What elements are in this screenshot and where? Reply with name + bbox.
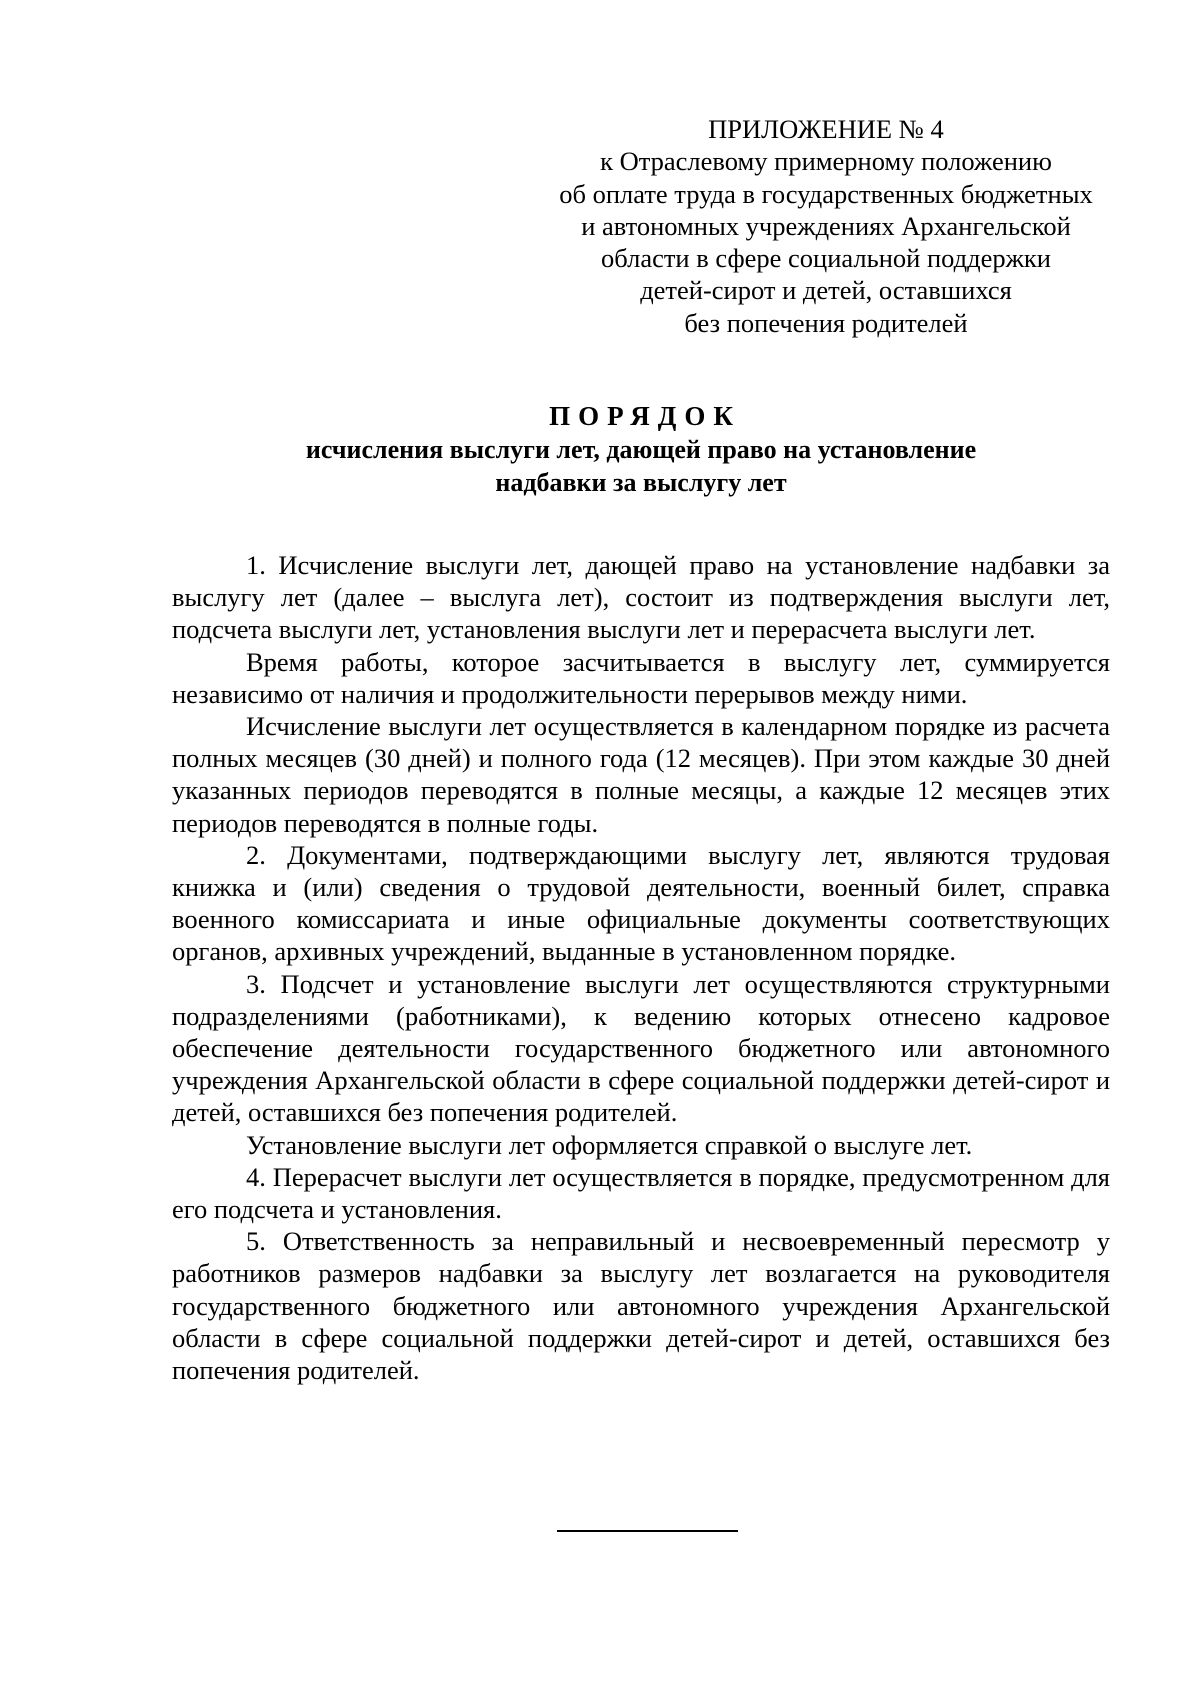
paragraph: 1. Исчисление выслуги лет, дающей право на установление надбавки за выслугу лет (далее – выслуга лет), состоит из подтверждения выслуги лет, подсчета выслуги лет, установления выслуги лет и перерасчета выслуги лет. xyxy=(172,550,1110,645)
appendix-line: к Отраслевому примерному положению xyxy=(600,146,1052,177)
paragraph: Время работы, которое засчитывается в выслугу лет, суммируется независимо от наличия и продолжительности перерывов между ними. xyxy=(172,646,1110,709)
paragraph: Исчисление выслуги лет осуществляется в календарном порядке из расчета полных месяцев (30 дней) и полного года (12 месяцев). При этом каждые 30 дней указанных периодов переводятся в полные месяцы, а каждые 12 месяцев этих периодов переводятся в полные годы. xyxy=(172,711,1110,838)
paragraph: 3. Подсчет и установление выслуги лет осуществляются структурными подразделениями (работниками), к ведению которых отнесено кадровое обеспечение деятельности государственного бюджетного или автономного учреждения Архангельской области в сфере социальной поддержки детей-сирот и детей, оставшихся без попечения родителей. xyxy=(172,968,1110,1128)
appendix-header xyxy=(530,113,1122,339)
appendix-line: и автономных учреждениях Архангельской xyxy=(581,210,1071,241)
paragraph: Установление выслуги лет оформляется справкой о выслуге лет. xyxy=(246,1129,973,1160)
document-title: ПОРЯДОК xyxy=(549,401,741,431)
document-body xyxy=(172,549,1110,1386)
paragraph: 5. Ответственность за неправильный и несвоевременный пересмотр у работников размеров надбавки за выслугу лет возлагается на руководителя государственного бюджетного или автономного учреждения Архангельской области в сфере социальной поддержки детей-сирот и детей, оставшихся без попечения родителей. xyxy=(172,1226,1110,1386)
appendix-line: детей-сирот и детей, оставшихся xyxy=(640,275,1012,306)
appendix-number: ПРИЛОЖЕНИЕ № 4 xyxy=(708,114,944,144)
appendix-line: области в сфере социальной поддержки xyxy=(601,243,1051,274)
appendix-line: об оплате труда в государственных бюджетных xyxy=(559,178,1093,209)
appendix-line: без попечения родителей xyxy=(684,307,968,338)
document-heading xyxy=(160,399,1122,499)
paragraph: 4. Перерасчет выслуги лет осуществляется в порядке, предусмотренном для его подсчета и установления. xyxy=(172,1161,1110,1225)
document-subtitle-line: надбавки за выслугу лет xyxy=(495,468,787,497)
paragraph: 2. Документами, подтверждающими выслугу лет, являются трудовая книжка и (или) сведения о трудовой деятельности, военный билет, справка военного комиссариата и иные официальные документы соответствующих органов, архивных учреждений, выданные в установленном порядке. xyxy=(172,839,1110,967)
end-separator-line xyxy=(557,1530,738,1532)
document-subtitle-line: исчисления выслуги лет, дающей право на установление xyxy=(305,435,977,464)
